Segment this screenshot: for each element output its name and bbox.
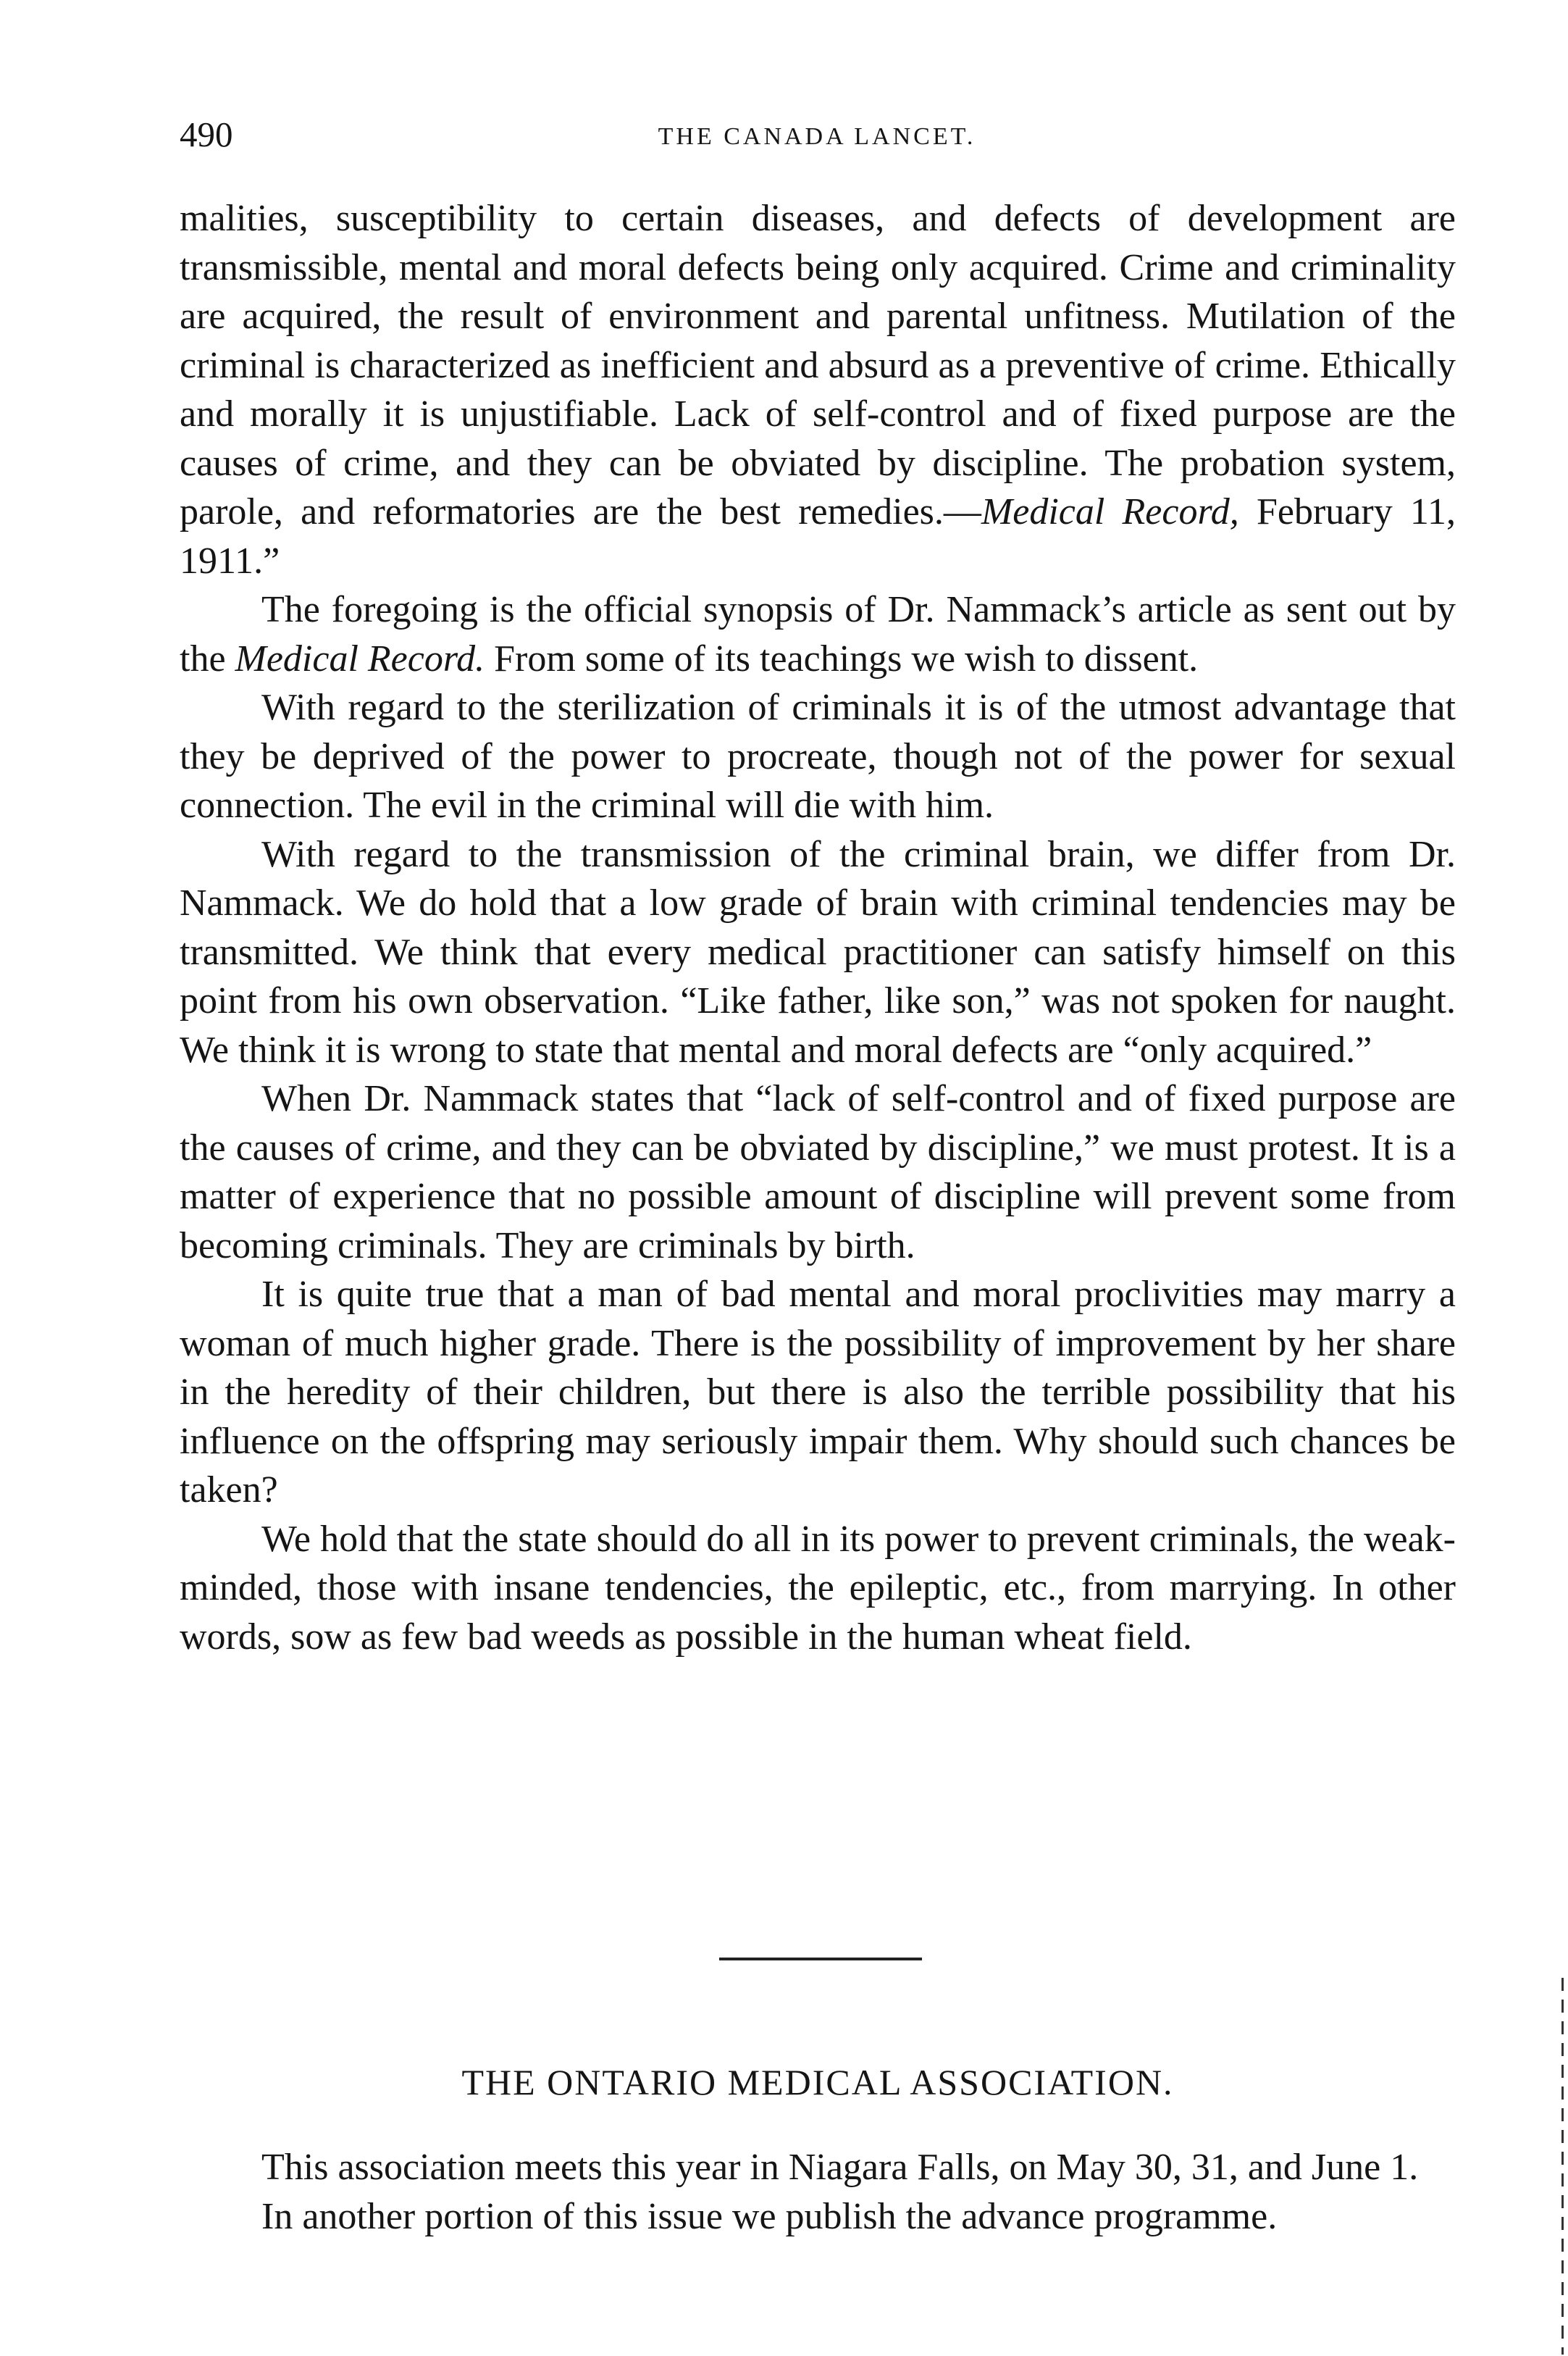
section-paragraph-2: In another portion of this issue we publish the advance programme. [261, 2196, 1278, 2237]
section-paragraph-1: This association meets this year in Niagara Falls, on May 30, 31, and June 1. [261, 2147, 1419, 2188]
paragraph-1-tail: February 11, 1911.” [180, 491, 1456, 582]
article-paragraph-4: With regard to the transmission of the criminal brain, we differ from Dr. Nammack. We do hold that a low grade of brain with criminal tendencies may be transmitted. We think that every medical practitioner can satisfy himself on this point from his own observation. “Like father, like son,” was not spoken for naught. We think it is wrong to state that mental and moral defects are “only acquired.” [180, 833, 1456, 1071]
article-body [180, 194, 1456, 1661]
scan-edge-mark [1561, 1978, 1564, 2355]
paragraph-1-text: malities, susceptibility to certain diseases, and defects of development are transmissible, mental and moral defects being only acquired. Crime and criminality are acquired, the result of environment and parental unfitness. Mutilation of the criminal is characterized as inefficient and absurd as a preventive of crime. Ethically and morally it is unjustifiable. Lack of self-control and of fixed purpose are the causes of crime, and they can be obviated by discipline. The probation system, parole, and reformatories are the best remedies.— [180, 198, 1456, 532]
article-paragraph-7: We hold that the state should do all in its power to prevent criminals, the weak-minded, those with insane tendencies, the epileptic, etc., from marrying. In other words, sow as few bad weeds as possible in the human wheat field. [180, 1518, 1456, 1658]
running-head [180, 109, 1454, 167]
citation-medical-record-2: Medical Record. [235, 638, 485, 680]
article-paragraph-5: When Dr. Nammack states that “lack of self-control and of fixed purpose are the causes of crime, and they can be obviated by discipline,” we must protest. It is a matter of experience that no possible amount of discipline will prevent some from becoming criminals. They are criminals by birth. [180, 1078, 1456, 1266]
article-paragraph-6: It is quite true that a man of bad mental and moral proclivities may marry a woman of much higher grade. There is the possibility of improvement by her share in the heredity of their children, but there is also the terrible possibility that his influence on the offspring may seriously impair them. Why should such chances be taken? [180, 1274, 1456, 1511]
paragraph-2-tail: From some of its teachings we wish to dissent. [485, 638, 1199, 680]
page-number: 490 [180, 114, 233, 154]
citation-medical-record: Medical Record, [981, 491, 1239, 532]
section-divider [719, 1958, 922, 1960]
article-paragraph-1 [180, 194, 1456, 585]
section-body [180, 2143, 1456, 2242]
article-paragraph-3: With regard to the sterilization of criminals it is of the utmost advantage that they be deprived of the power to procreate, though not of the power for sexual connection. The evil in the criminal will die with him. [180, 687, 1456, 826]
section-heading: THE ONTARIO MEDICAL ASSOCIATION. [461, 2062, 1174, 2102]
paragraph-2-text: The foregoing is the official synopsis of Dr. Nammack’s article as sent out by the [180, 589, 1456, 680]
article-paragraph-2 [180, 585, 1456, 683]
journal-title: THE CANADA LANCET. [658, 123, 976, 150]
